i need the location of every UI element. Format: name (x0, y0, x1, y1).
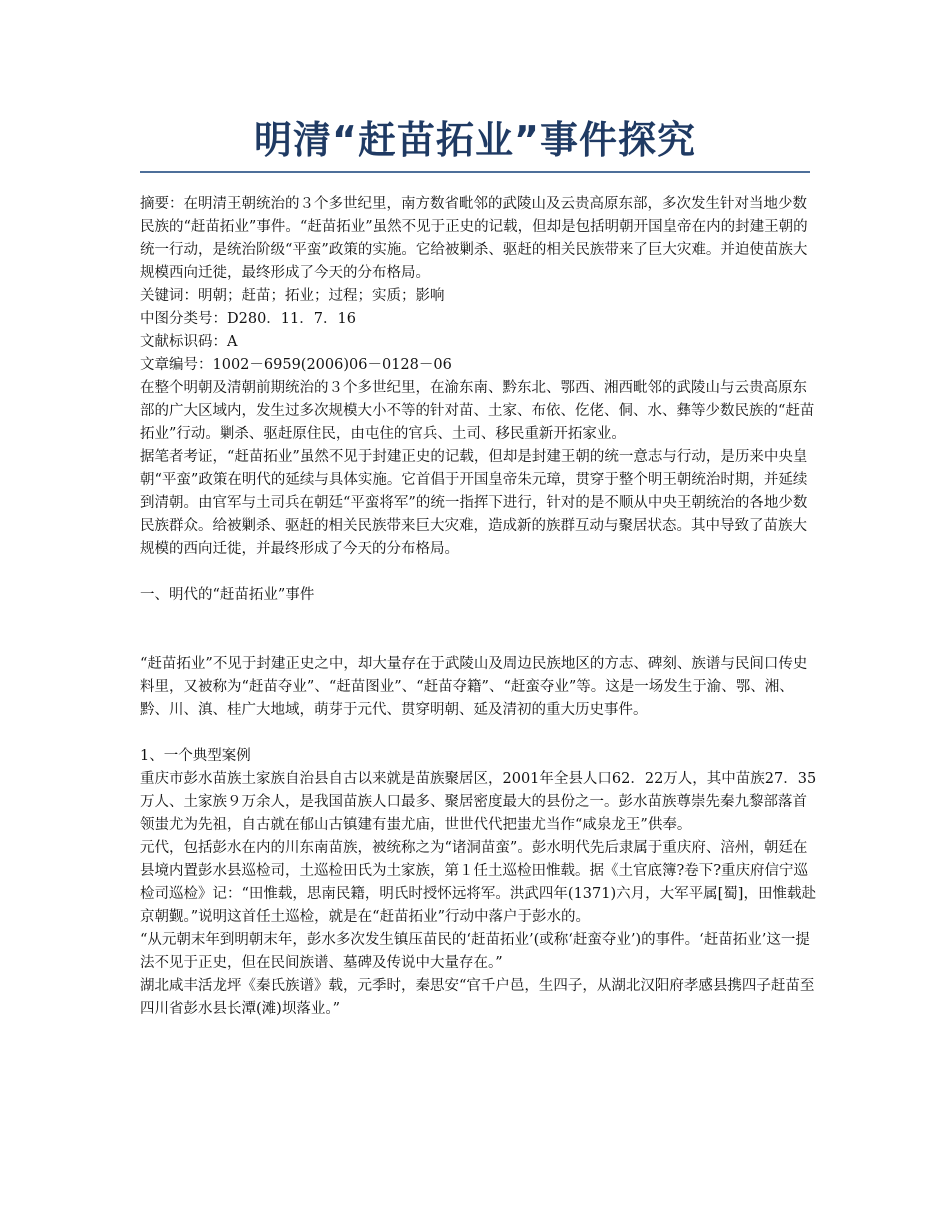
section-1-heading: 一、明代的“赶苗拓业”事件 (140, 587, 315, 603)
document-body (140, 193, 820, 1021)
title-divider (140, 171, 810, 173)
section-1-paragraph: “赶苗拓业”不见于封建正史之中，却大量存在于武陵山及周边民族地区的方志、碑刻、族谱与民间口传史料里，又被称为“赶苗夺业”、“赶苗图业”、“赶苗夺籍”、“赶蛮夺业”等。这是一场发生于渝、鄂、湘、黔、川、滇、桂广大地域，萌芽于元代、贯穿明朝、延及清初的重大历史事件。 (140, 656, 808, 718)
spacer (140, 607, 820, 630)
spacer (140, 630, 820, 653)
case-paragraph-2: 元代，包括彭水在内的川东南苗族，被统称之为“诸洞苗蛮”。彭水明代先后隶属于重庆府、涪州，朝廷在县境内置彭水县巡检司，土巡检田氏为土家族，第１任土巡检田惟载。据《土官底簿?卷下?重庆府信宁巡检司巡检》记：“田惟载，思南民籍，明氏时授怀远将军。洪武四年(1371)六月，大军平属[蜀]，田惟载赴京朝觐。”说明这首任土巡检，就是在“赶苗拓业”行动中落户于彭水的。 (140, 840, 816, 925)
spacer (140, 561, 820, 584)
case-paragraph-1: 重庆市彭水苗族土家族自治县自古以来就是苗族聚居区，2001年全县人口62．22万人，其中苗族27．35万人、土家族９万余人，是我国苗族人口最多、聚居密度最大的县份之一。彭水苗族尊崇先秦九黎部落首领蚩尤为先祖，自古就在郁山古镇建有蚩尤庙，世世代代把蚩尤当作“咸泉龙王”供奉。 (140, 771, 817, 833)
abstract-paragraph: 摘要：在明清王朝统治的３个多世纪里，南方数省毗邻的武陵山及云贵高原东部，多次发生针对当地少数民族的“赶苗拓业”事件。“赶苗拓业”虽然不见于正史的记载，但却是包括明朝开国皇帝在内的封建王朝的统一行动，是统治阶级“平蛮”政策的实施。它给被剿杀、驱赶的相关民族带来了巨大灾难。并迫使苗族大规模西向迁徙，最终形成了今天的分布格局。 (140, 196, 808, 281)
document-code-line: 文献标识码：A (140, 334, 238, 350)
article-number-line: 文章编号：1002－6959(2006)06－0128－06 (140, 357, 452, 373)
intro-paragraph-2: 据笔者考证，“赶苗拓业”虽然不见于封建正史的记载，但却是封建王朝的统一意志与行动，是历来中央皇朝“平蛮”政策在明代的延续与具体实施。它首倡于开国皇帝朱元璋，贯穿于整个明王朝统治时期，并延续到清朝。由官军与土司兵在朝廷“平蛮将军”的统一指挥下进行，针对的是不顺从中央王朝统治的各地少数民族群众。给被剿杀、驱赶的相关民族带来巨大灾难，造成新的族群互动与聚居状态。其中导致了苗族大规模的西向迁徙，并最终形成了今天的分布格局。 (140, 449, 808, 557)
case-paragraph-3: “从元朝末年到明朝末年，彭水多次发生镇压苗民的‘赶苗拓业’(或称‘赶蛮夺业’)的事件。‘赶苗拓业’这一提法不见于正史，但在民间族谱、墓碑及传说中大量存在。” (140, 932, 810, 971)
case-paragraph-4: 湖北咸丰活龙坪《秦氏族谱》载，元季时，秦思安“官千户邑，生四子，从湖北汉阳府孝感县携四子赶苗至四川省彭水县长潭(滩)坝落业。” (140, 978, 815, 1017)
spacer (140, 722, 820, 745)
intro-paragraph-1: 在整个明朝及清朝前期统治的３个多世纪里，在渝东南、黔东北、鄂西、湘西毗邻的武陵山与云贵高原东部的广大区域内，发生过多次规模大小不等的针对苗、土家、布依、仡佬、侗、水、彝等少数民族的“赶苗拓业”行动。剿杀、驱赶原住民，由屯住的官兵、土司、移民重新开拓家业。 (140, 380, 815, 442)
document-title: 明清“赶苗拓业”事件探究 (254, 118, 696, 162)
subsection-1-heading: 1、一个典型案例 (140, 748, 251, 764)
keywords-line: 关键词：明朝；赶苗；拓业；过程；实质；影响 (140, 288, 445, 304)
classification-line: 中图分类号：D280．11．7．16 (140, 311, 356, 327)
